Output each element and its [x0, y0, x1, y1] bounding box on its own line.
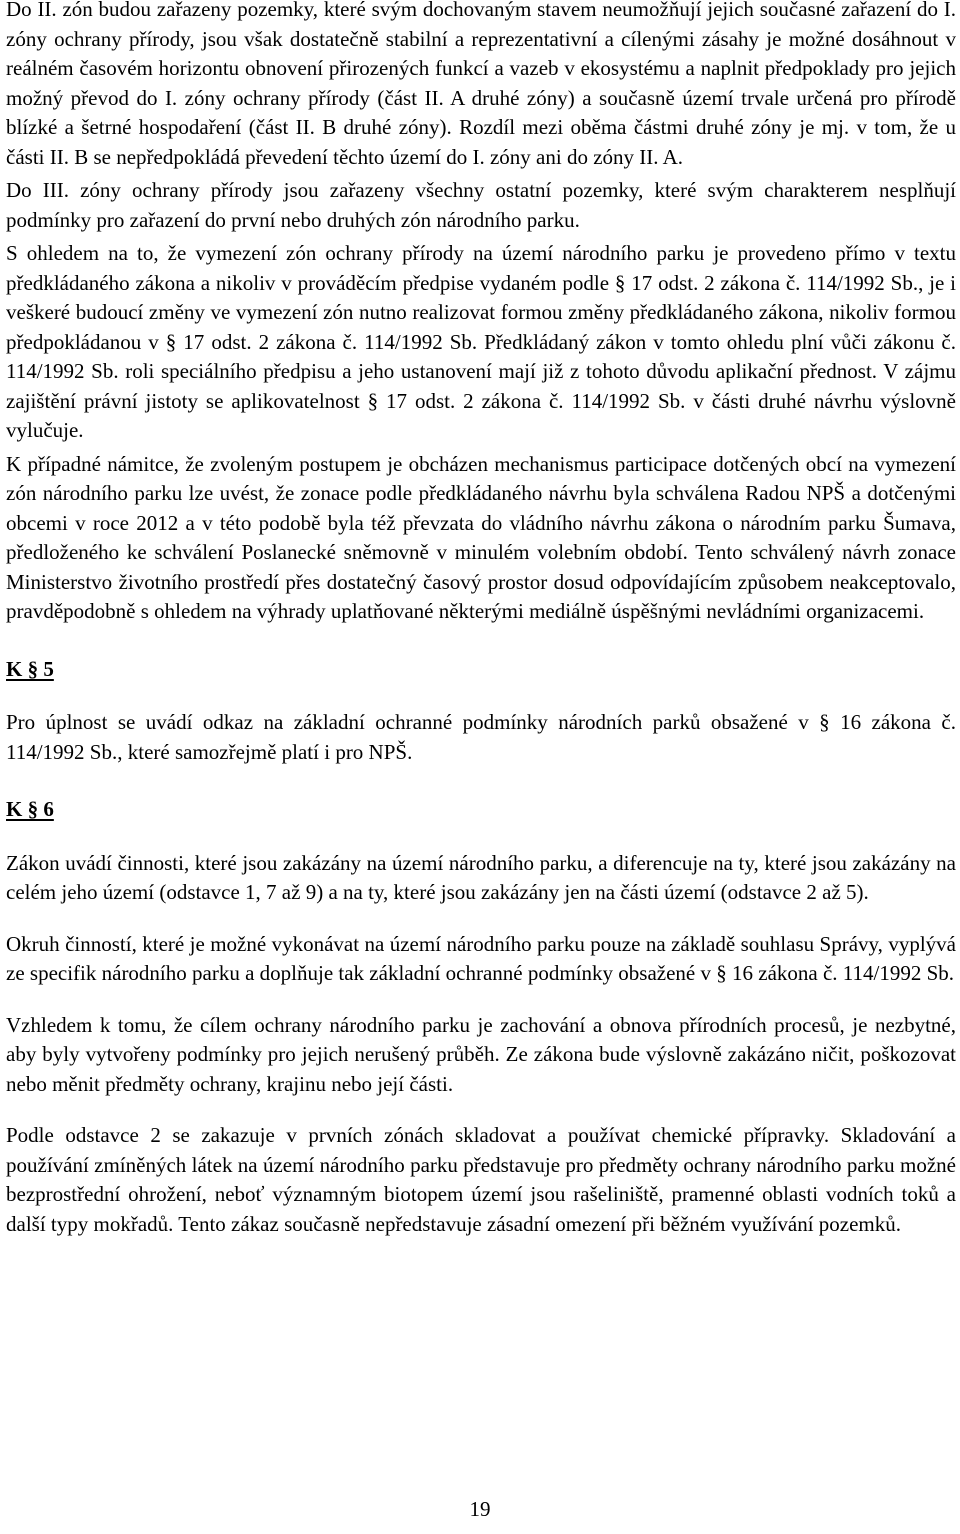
paragraph-objection: K případné námitce, že zvoleným postupem je obcházen mechanismus participace dotčených obcí na vymezení zón národního parku lze uvést, že zonace podle předkládaného návrhu byla schválena Radou NPŠ a dotčenými obcemi v roce 2012 a v této podobě byla též převzata do vládního návrhu zákona o národním parku Šumava, předloženého ke schválení Poslanecké sněmovně v minulém volebním období. Tento schválený návrh zonace Ministerstvo životního prostředí přes dostatečný časový prostor dosud odpovídajícím způsobem neakceptovalo, pravděpodobně s ohledem na výhrady uplatňované některými mediálně úspěšnými nevládními organizacemi. — [6, 451, 956, 623]
paragraph-zone-three: Do III. zóny ochrany přírody jsou zařazeny všechny ostatní pozemky, které svým charakterem nesplňují podmínky pro zařazení do první nebo druhých zón národního parku. — [6, 178, 956, 232]
paragraph-zone-two: Do II. zón budou zařazeny pozemky, které svým dochovaným stavem neumožňují jejich současné zařazení do I. zóny ochrany přírody, jsou však dostatečně stabilní a reprezentativní a cílenými zásahy je možné dosáhnout v reálném časovém horizontu obnovení přirozených funkcí a vazeb v ekosystému a naplnit předpoklady pro jejich možný převod do I. zóny ochrany přírody (část II. A druhé zóny) a současně území trvale určená pro přírodě blízké a šetrné hospodaření (část II. B druhé zóny). Rozdíl mezi oběma částmi druhé zóny je mj. v tom, že u části II. B se nepředpokládá převedení těchto území do I. zóny ani do zóny II. A. — [6, 0, 956, 169]
paragraph-zone-definition: S ohledem na to, že vymezení zón ochrany přírody na území národního parku je provedeno přímo v textu předkládaného zákona a nikoliv v prováděcím předpise vydaném podle § 17 odst. 2 zákona č. 114/1992 Sb., je i veškeré budoucí změny ve vymezení zón nutno realizovat formou změny předkládaného zákona, nikoliv formou předpokládanou v § 17 odst. 2 zákona č. 114/1992 Sb. Předkládaný zákon v tomto ohledu plní vůči zákonu č. 114/1992 Sb. roli speciálního předpisu a jeho ustanovení mají již z tohoto důvodu aplikační přednost. V zájmu zajištění právní jistoty se aplikovatelnost § 17 odst. 2 zákona č. 114/1992 Sb. v části druhé návrhu výslovně vylučuje. — [6, 241, 956, 442]
paragraph-consent-activities: Okruh činností, které je možné vykonávat na území národního parku pouze na základě souhlasu Správy, vyplývá ze specifik národního parku a doplňuje tak základní ochranné podmínky obsažené v § 16 zákona č. 114/1992 Sb. — [6, 931, 956, 985]
page-number: 19 — [469, 1497, 491, 1521]
paragraph-chemical-ban: Podle odstavce 2 se zakazuje v prvních zónách skladovat a používat chemické přípravky. Skladování a používání zmíněných látek na území národního parku představuje pro předměty ochrany národního parku možné bezprostřední ohrožení, neboť významným biotopem území jsou rašeliniště, pramenné oblasti vodních toků a další typy mokřadů. Tento zákaz současně nepředstavuje zásadní omezení při běžném využívání pozemků. — [6, 1123, 956, 1236]
paragraph-natural-processes: Vzhledem k tomu, že cílem ochrany národního parku je zachování a obnova přírodních procesů, je nezbytné, aby byly vytvořeny podmínky pro jejich nerušený průběh. Ze zákona bude výslovně zakázáno ničit, poškozovat nebo měnit předměty ochrany, krajinu nebo její části. — [6, 1012, 956, 1096]
section-heading-6: K § 6 — [6, 797, 54, 821]
paragraph-prohibited-activities: Zákon uvádí činnosti, které jsou zakázány na území národního parku, a diferencuje na ty, které jsou zakázány na celém jeho území (odstavce 1, 7 až 9) a na ty, které jsou zakázány jen na části území (odstavce 2 až 5). — [6, 850, 956, 904]
section-heading-5: K § 5 — [6, 656, 54, 681]
paragraph-section-5: Pro úplnost se uvádí odkaz na základní ochranné podmínky národních parků obsažené v § 16 zákona č. 114/1992 Sb., které samozřejmě platí i pro NPŠ. — [6, 710, 956, 764]
